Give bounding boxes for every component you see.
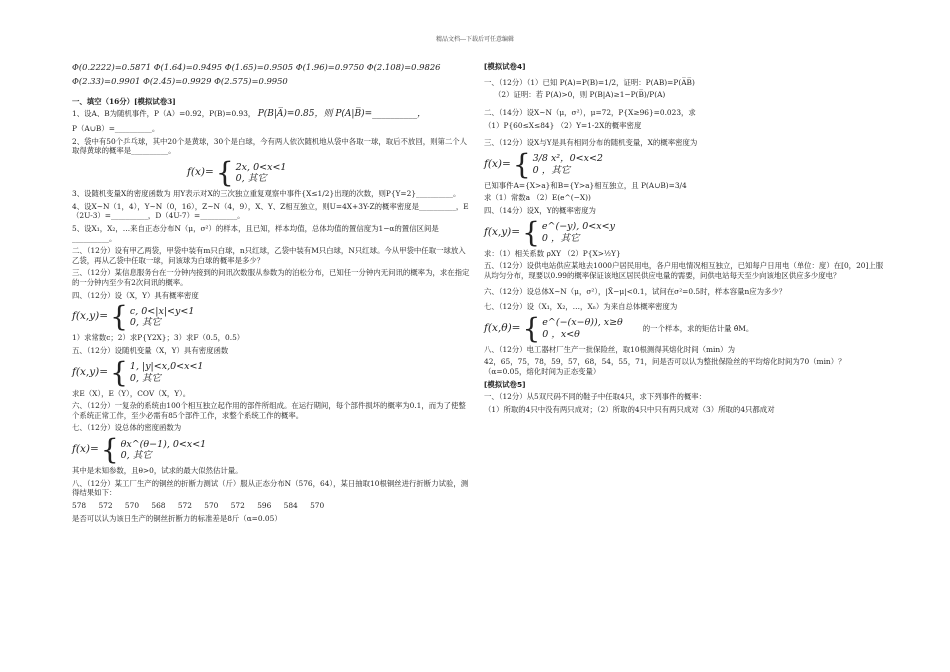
brace-icon: { xyxy=(100,433,119,467)
left-column xyxy=(72,62,470,526)
question-11b: 其中是未知参数，且θ>0，试求的最大似然估计量。 xyxy=(72,466,243,476)
question-6: 二、（12分）设有甲乙两袋，甲袋中装有m只白球，n只红球，乙袋中装有M只白球，N只红球。今从甲袋中任取一球放入乙袋，再从乙袋中任取一球，问该球为白球的概率是多少？ xyxy=(72,246,466,265)
formula-q9: f(x,y)= { 1, |y|<x,0<x<1 0, 其它 xyxy=(72,355,204,389)
formula-q3: f(x)= { 2x, 0<x<1 0, 其它 xyxy=(187,156,287,190)
question-11: 七、（12分）设总体的密度函数为 xyxy=(72,423,182,433)
r-question-9b: （1）所取的4只中没有两只成对；（2）所取的4只中只有两只成对（3）所取的4只都成对 xyxy=(484,404,775,414)
r-question-6: 六、（12分）设总体X~N（μ，σ²），|X̄−μ|<0.1，试问在σ²=0.5时，样本容量n应为多少？ xyxy=(484,286,787,296)
brace-icon: { xyxy=(522,215,540,249)
r-question-5: 五、（12分）设供电站供应某地去1000户居民用电，各户用电情况相互独立，已知每户日用电（单位：度）在[0，20]上服从均匀分布，现要以0.99的概率保证该地区居民供应电量的需要，问供电站每天至少向该地区供应多少度电？ xyxy=(484,261,884,280)
question-1c: P（A∪B）=__________。 xyxy=(72,124,160,134)
question-9: 五、（12分）设随机变量（X，Y）具有密度函数 xyxy=(72,345,229,355)
question-8: 四、（12分）设（X，Y）具有概率密度 xyxy=(72,290,199,300)
r-question-4b: 求：（1）相关系数 ρXY （2）P{X>½Y} xyxy=(484,248,621,258)
section-title-3: 一、填空（16分）[模拟试卷3] xyxy=(72,96,176,106)
r-question-3: 三、（12分）设X与Y是具有相同分布的随机变量，X的概率密度为 xyxy=(484,138,698,148)
question-2: 2、袋中有50个乒乓球，其中20个是黄球，30个是白球，今有两人依次随机地从袋中各取一球，取后不放回，则第二个人取得黄球的概率是__________。 xyxy=(72,136,468,156)
right-column xyxy=(484,62,884,418)
r-formula-q7: f(x,θ)= { e^(−(x−θ)), x≥θ 0 ，x<θ 的一个样本，求的矩估计量 θ̂M。 xyxy=(484,311,754,345)
formula-q8: f(x,y)= { c, 0<|x|<y<1 0, 其它 xyxy=(72,300,195,334)
section-title-5: [模拟试卷5] xyxy=(484,379,526,389)
r-question-1: 一、（12分）（1）已知 P(A)=P(B)=1/2，证明：P(AB)=P(A̅B̅) xyxy=(484,77,695,87)
r-question-7: 七、（12分）设（X₁，X₂，…，Xₙ）为来自总体概率密度为 xyxy=(484,302,678,312)
r-question-4: 四、（14分）设X，Y的概率密度为 xyxy=(484,206,596,215)
question-12b: 是否可以认为该日生产的铜丝折断力的标准差是8斤（α=0.05） xyxy=(72,513,282,523)
brace-icon: { xyxy=(215,156,234,190)
r-question-2: 二、（14分）设X~N（μ，σ²），μ=72，P{X≥96}=0.023，求 xyxy=(484,107,696,117)
question-7: 三、（12分）某信息服务台在一分钟内接到的问讯次数服从参数为的泊松分布，已知任一分钟内无问讯的概率为，求在指定的一分钟内至少有2次问讯的概率。 xyxy=(72,268,470,288)
r-question-3b: 已知事件A={X>a}和B={Y>a}相互独立，且 P(A∪B)=3/4 xyxy=(484,180,687,190)
r-question-8-data: 42，65，75，78，59，57，68，54，55，71，问是否可以认为整批保险丝的平均熔化时间为70（min）？（α=0.05，熔化时间为正态变量） xyxy=(484,357,846,376)
question-3: 3、设随机变量X的密度函数为 用Y表示对X的三次独立重复观察中事件{X≤1/2}出现的次数，则P{Y=2}__________。 xyxy=(72,189,461,199)
brace-icon: { xyxy=(110,300,128,334)
question-8b: 1）求常数c；2）求P{Y2X}；3）求F（0.5，0.5） xyxy=(72,333,245,343)
r-formula-q4: f(x,y)= { e^(−y), 0<x<y 0 ，其它 xyxy=(484,215,615,249)
phi-table-1: Φ(0.2222)=0.5871 Φ(1.64)=0.9495 Φ(1.65)=0.9505 Φ(1.96)=0.9750 Φ(2.108)=0.9826 xyxy=(72,62,441,72)
r-question-2b: （1）P{60≤X≤84} （2）Y=1-2X的概率密度 xyxy=(484,120,642,130)
question-10: 六、（12分）一复杂的系统由100个相互独立起作用的部件所组成。在运行期间，每个部件损坏的概率为0.1，而为了使整个系统正常工作，至少必需有85个部件工作，求整个系统工作的概率。 xyxy=(72,401,466,420)
formula-q11: f(x)= { θx^(θ−1), 0<x<1 0, 其它 xyxy=(72,433,207,467)
section-title-4: [模拟试卷4] xyxy=(484,62,526,71)
question-12-data: 578 572 570 568 572 570 572 596 584 570 xyxy=(72,500,325,510)
phi-table-2: Φ(2.33)=0.9901 Φ(2.45)=0.9929 Φ(2.575)=0.9950 xyxy=(72,75,288,86)
r-question-1b: （2）证明：若 P(A)>0，则 P(B|A)≥1−P(B̅)/P(A) xyxy=(494,90,666,100)
brace-icon: { xyxy=(522,311,541,345)
brace-icon: { xyxy=(110,355,128,389)
question-9b: 求E（X），E（Y），COV（X，Y）。 xyxy=(72,388,191,398)
question-4: 4、设X~N（1，4），Y~N（0，16），Z~N（4，9），X、Y、Z相互独立，则U=4X+3Y-Z的概率密度是__________，E（2U-3）=__________，D（4U-7）=__________。 xyxy=(72,201,469,221)
brace-icon: { xyxy=(512,147,531,181)
r-formula-q3: f(x)= { 3/8 x²，0<x<2 0 ，其它 xyxy=(484,147,603,181)
question-5: 5、设X₁，X₂，…来自正态分布N（μ，σ²）的样本，且已知，样本均值，总体均值的置信度为1−α的置信区间是__________。 xyxy=(72,223,439,243)
question-1a: 1、设A、B为随机事件，P（A）=0.92，P(B)=0.93， P(B|A̅)=0.85，则 P(A|B̅)=__________， xyxy=(72,109,427,120)
page-header: 精品文档---下载后可任意编辑 xyxy=(435,36,515,43)
question-12: 八、（12分）某工厂生产的铜丝的折断力测试（斤）服从正态分布N（576，64），某日抽取10根铜丝进行折断力试验，测得结果如下： xyxy=(72,478,469,498)
r-question-8: 八、（12分）电工器材厂生产一批保险丝，取10根测得其熔化时间（min）为 xyxy=(484,344,735,354)
r-question-3c: 求（1）常数a （2）E(e^(−X)) xyxy=(484,193,591,203)
r-question-9: 一、（12分）从5双尺码不同的鞋子中任取4只，求下列事件的概率： xyxy=(484,392,707,402)
